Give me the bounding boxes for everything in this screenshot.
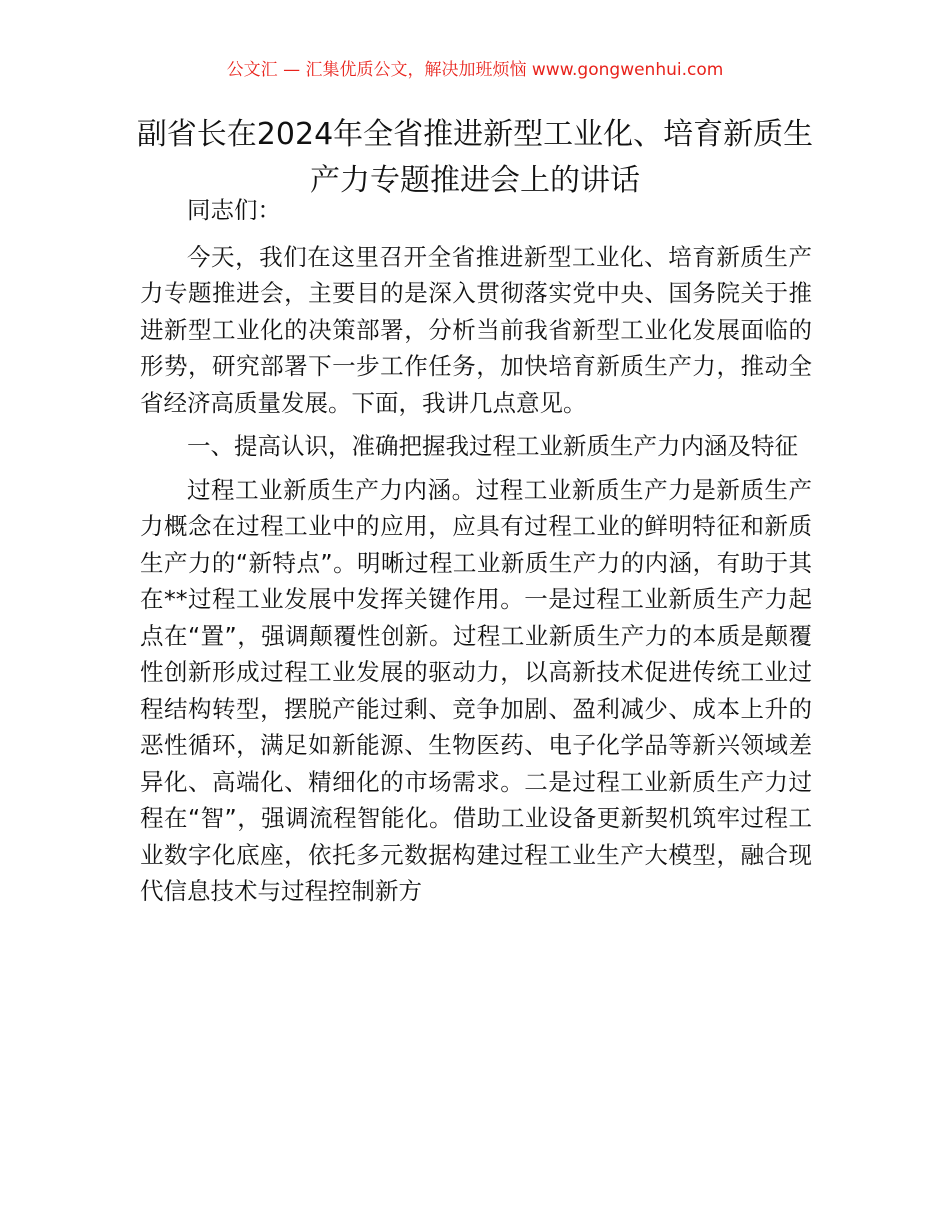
salutation: 同志们： xyxy=(187,196,281,224)
section-heading-1: 一、提高认识，准确把握我过程工业新质生产力内涵及特征 xyxy=(187,432,798,460)
paragraph-connotation: 过程工业新质生产力内涵。过程工业新质生产力是新质生产力概念在过程工业中的应用，应具有过程工业的鲜明特征和新质生产力的“新特点”。明晰过程工业新质生产力的内涵，有助于其在**过程工业发展中发挥关键作用。一是过程工业新质生产力起点在“置”，强调颠覆性创新。过程工业新质生产力的本质是颠覆性创新形成过程工业发展的驱动力，以高新技术促进传统工业过程结构转型，摆脱产能过剩、竞争加剧、盈利减少、成本上升的恶性循环，满足如新能源、生物医药、电子化学品等新兴领域差异化、高端化、精细化的市场需求。二是过程工业新质生产力过程在“智”，强调流程智能化。借助工业设备更新契机筑牢过程工业数字化底座，依托多元数据构建过程工业生产大模型，融合现代信息技术与过程控制新方 xyxy=(140,475,812,905)
document-title: 副省长在2024年全省推进新型工业化、培育新质生产力专题推进会上的讲话 xyxy=(136,117,814,198)
header-banner[interactable]: 公文汇 — 汇集优质公文，解决加班烦恼 www.gongwenhui.com xyxy=(226,60,724,80)
paragraph-intro: 今天，我们在这里召开全省推进新型工业化、培育新质生产力专题推进会，主要目的是深入贯彻落实党中央、国务院关于推进新型工业化的决策部署，分析当前我省新型工业化发展面临的形势，研究部署下一步工作任务，加快培育新质生产力，推动全省经济高质量发展。下面，我讲几点意见。 xyxy=(140,242,812,417)
document-body xyxy=(140,192,812,917)
